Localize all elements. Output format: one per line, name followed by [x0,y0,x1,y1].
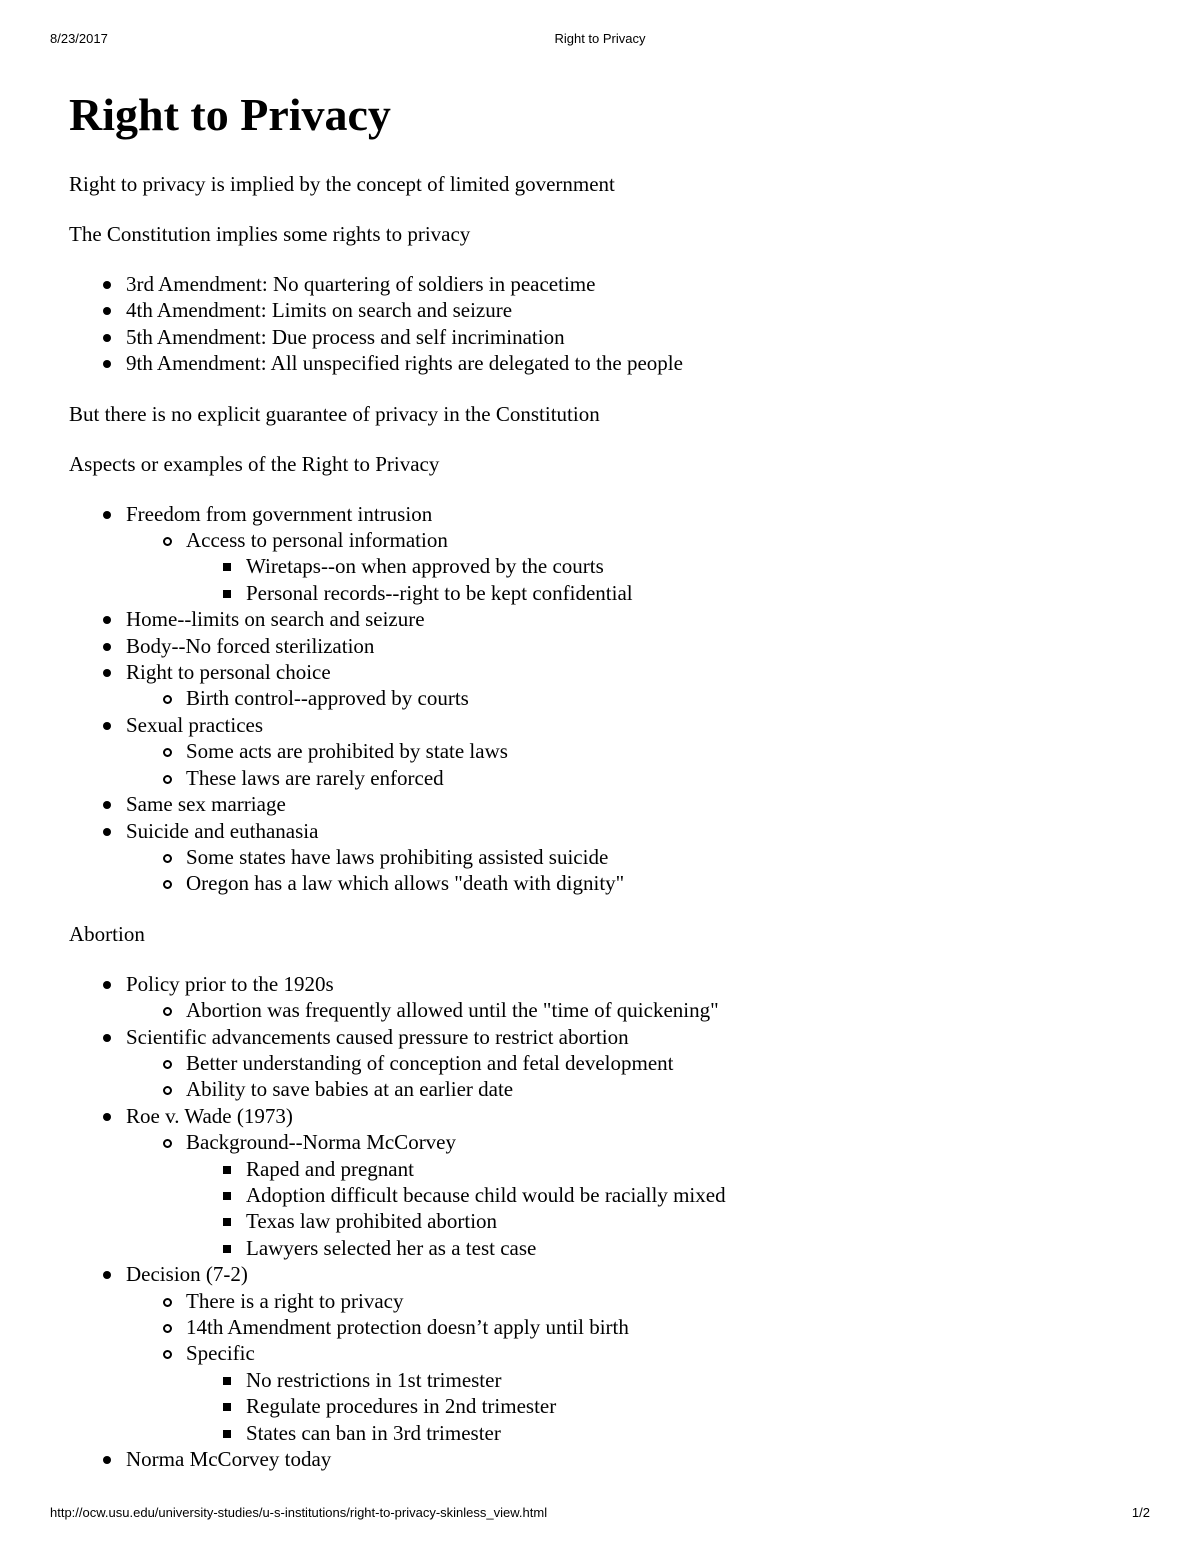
list-item: Suicide and euthanasia Some states have laws prohibiting assisted suicide Oregon has a law which allows "death with dignity" [69,818,1149,897]
paragraph-limited-government: Right to privacy is implied by the concept of limited government [69,172,615,196]
page-number: 1/2 [1131,1505,1150,1520]
disc-bullet-icon [103,307,111,315]
sub-sub-list [126,1156,1149,1262]
list-item: Decision (7-2) There is a right to privacy 14th Amendment protection doesn’t apply until birth Specific No restrictions in 1st trimester Regulate procedures in 2nd trimester States can ban in 3rd trimester [69,1261,1149,1446]
list-item: Access to personal information Wiretaps--on when approved by the courts Personal records--right to be kept confidential [126,527,1149,606]
circle-bullet-icon [163,1060,172,1069]
sub-list [69,997,1149,1023]
circle-bullet-icon [163,775,172,784]
disc-bullet-icon [103,511,111,519]
list-item: Texas law prohibited abortion [186,1208,1149,1234]
list-item: Some acts are prohibited by state laws [126,738,1149,764]
disc-bullet-icon [103,669,111,677]
square-bullet-icon [223,1218,231,1226]
sub-list [69,844,1149,897]
list-item: Roe v. Wade (1973) Background--Norma McCorvey Raped and pregnant Adoption difficult because child would be racially mixed Texas law prohibited abortion Lawyers selected her as a test case [69,1103,1149,1261]
list-item: Better understanding of conception and fetal development [126,1050,1149,1076]
page-title: Right to Privacy [69,89,391,140]
list-item: 3rd Amendment: No quartering of soldiers in peacetime [69,271,1149,297]
disc-bullet-icon [103,1113,111,1121]
list-item: Same sex marriage [69,791,1149,817]
disc-bullet-icon [103,643,111,651]
circle-bullet-icon [163,1086,172,1095]
square-bullet-icon [223,1192,231,1200]
sub-list [69,738,1149,791]
list-item: Lawyers selected her as a test case [186,1235,1149,1261]
print-date: 8/23/2017 [50,31,108,46]
print-footer [0,1505,1200,1523]
amendments-list [69,271,1149,377]
square-bullet-icon [223,1166,231,1174]
paragraph-no-guarantee: But there is no explicit guarantee of privacy in the Constitution [69,401,600,426]
print-url: http://ocw.usu.edu/university-studies/u-s-institutions/right-to-privacy-skinless_view.html [50,1505,548,1520]
disc-bullet-icon [103,1034,111,1042]
list-item: Home--limits on search and seizure [69,606,1149,632]
sub-list [69,685,1149,711]
disc-bullet-icon [103,722,111,730]
disc-bullet-icon [103,981,111,989]
disc-bullet-icon [103,281,111,289]
list-item: Some states have laws prohibiting assisted suicide [126,844,1149,870]
list-item: 5th Amendment: Due process and self incrimination [69,324,1149,350]
list-item: There is a right to privacy [126,1288,1149,1314]
print-page-title: Right to Privacy [554,31,646,46]
list-item: Oregon has a law which allows "death with dignity" [126,870,1149,896]
list-item: Background--Norma McCorvey Raped and pregnant Adoption difficult because child would be racially mixed Texas law prohibited abortion Lawyers selected her as a test case [126,1129,1149,1261]
list-item: States can ban in 3rd trimester [186,1420,1149,1446]
list-item: Adoption difficult because child would be racially mixed [186,1182,1149,1208]
list-item: No restrictions in 1st trimester [186,1367,1149,1393]
aspects-list [69,501,1149,897]
list-item: Regulate procedures in 2nd trimester [186,1393,1149,1419]
square-bullet-icon [223,1377,231,1385]
list-item: Policy prior to the 1920s Abortion was frequently allowed until the "time of quickening" [69,971,1149,1024]
circle-bullet-icon [163,695,172,704]
list-item: Norma McCorvey today [69,1446,1149,1472]
circle-bullet-icon [163,1324,172,1333]
list-item: 9th Amendment: All unspecified rights are delegated to the people [69,350,1149,376]
list-item: Birth control--approved by courts [126,685,1149,711]
list-item: Personal records--right to be kept confidential [186,580,1149,606]
disc-bullet-icon [103,1456,111,1464]
circle-bullet-icon [163,748,172,757]
square-bullet-icon [223,1403,231,1411]
list-item: Body--No forced sterilization [69,633,1149,659]
list-item: 4th Amendment: Limits on search and seizure [69,297,1149,323]
list-item: Scientific advancements caused pressure to restrict abortion Better understanding of conception and fetal development Ability to save babies at an earlier date [69,1024,1149,1103]
list-item: Ability to save babies at an earlier date [126,1076,1149,1102]
document-body [69,84,1149,1472]
sub-list [69,1050,1149,1103]
sub-list [69,1288,1149,1446]
circle-bullet-icon [163,854,172,863]
sub-list [69,1129,1149,1261]
sub-sub-list [126,553,1149,606]
paragraph-abortion: Abortion [69,921,145,946]
square-bullet-icon [223,1430,231,1438]
square-bullet-icon [223,563,231,571]
disc-bullet-icon [103,360,111,368]
list-item: These laws are rarely enforced [126,765,1149,791]
disc-bullet-icon [103,616,111,624]
circle-bullet-icon [163,1350,172,1359]
disc-bullet-icon [103,1271,111,1279]
list-item: Wiretaps--on when approved by the courts [186,553,1149,579]
paragraph-constitution: The Constitution implies some rights to privacy [69,222,471,246]
paragraph-aspects: Aspects or examples of the Right to Privacy [69,451,440,476]
square-bullet-icon [223,1245,231,1253]
list-item: 14th Amendment protection doesn’t apply until birth [126,1314,1149,1340]
circle-bullet-icon [163,880,172,889]
disc-bullet-icon [103,828,111,836]
list-item: Sexual practices Some acts are prohibited by state laws These laws are rarely enforced [69,712,1149,791]
disc-bullet-icon [103,334,111,342]
disc-bullet-icon [103,801,111,809]
circle-bullet-icon [163,537,172,546]
sub-sub-list [126,1367,1149,1446]
list-item: Raped and pregnant [186,1156,1149,1182]
circle-bullet-icon [163,1139,172,1148]
circle-bullet-icon [163,1298,172,1307]
list-item: Freedom from government intrusion Access to personal information Wiretaps--on when approved by the courts Personal records--right to be kept confidential [69,501,1149,607]
list-item: Right to personal choice Birth control--approved by courts [69,659,1149,712]
abortion-list [69,971,1149,1473]
list-item: Abortion was frequently allowed until the "time of quickening" [126,997,1149,1023]
list-item: Specific No restrictions in 1st trimester Regulate procedures in 2nd trimester States can ban in 3rd trimester [126,1340,1149,1446]
print-header [0,31,1200,49]
square-bullet-icon [223,590,231,598]
sub-list [69,527,1149,606]
circle-bullet-icon [163,1007,172,1016]
